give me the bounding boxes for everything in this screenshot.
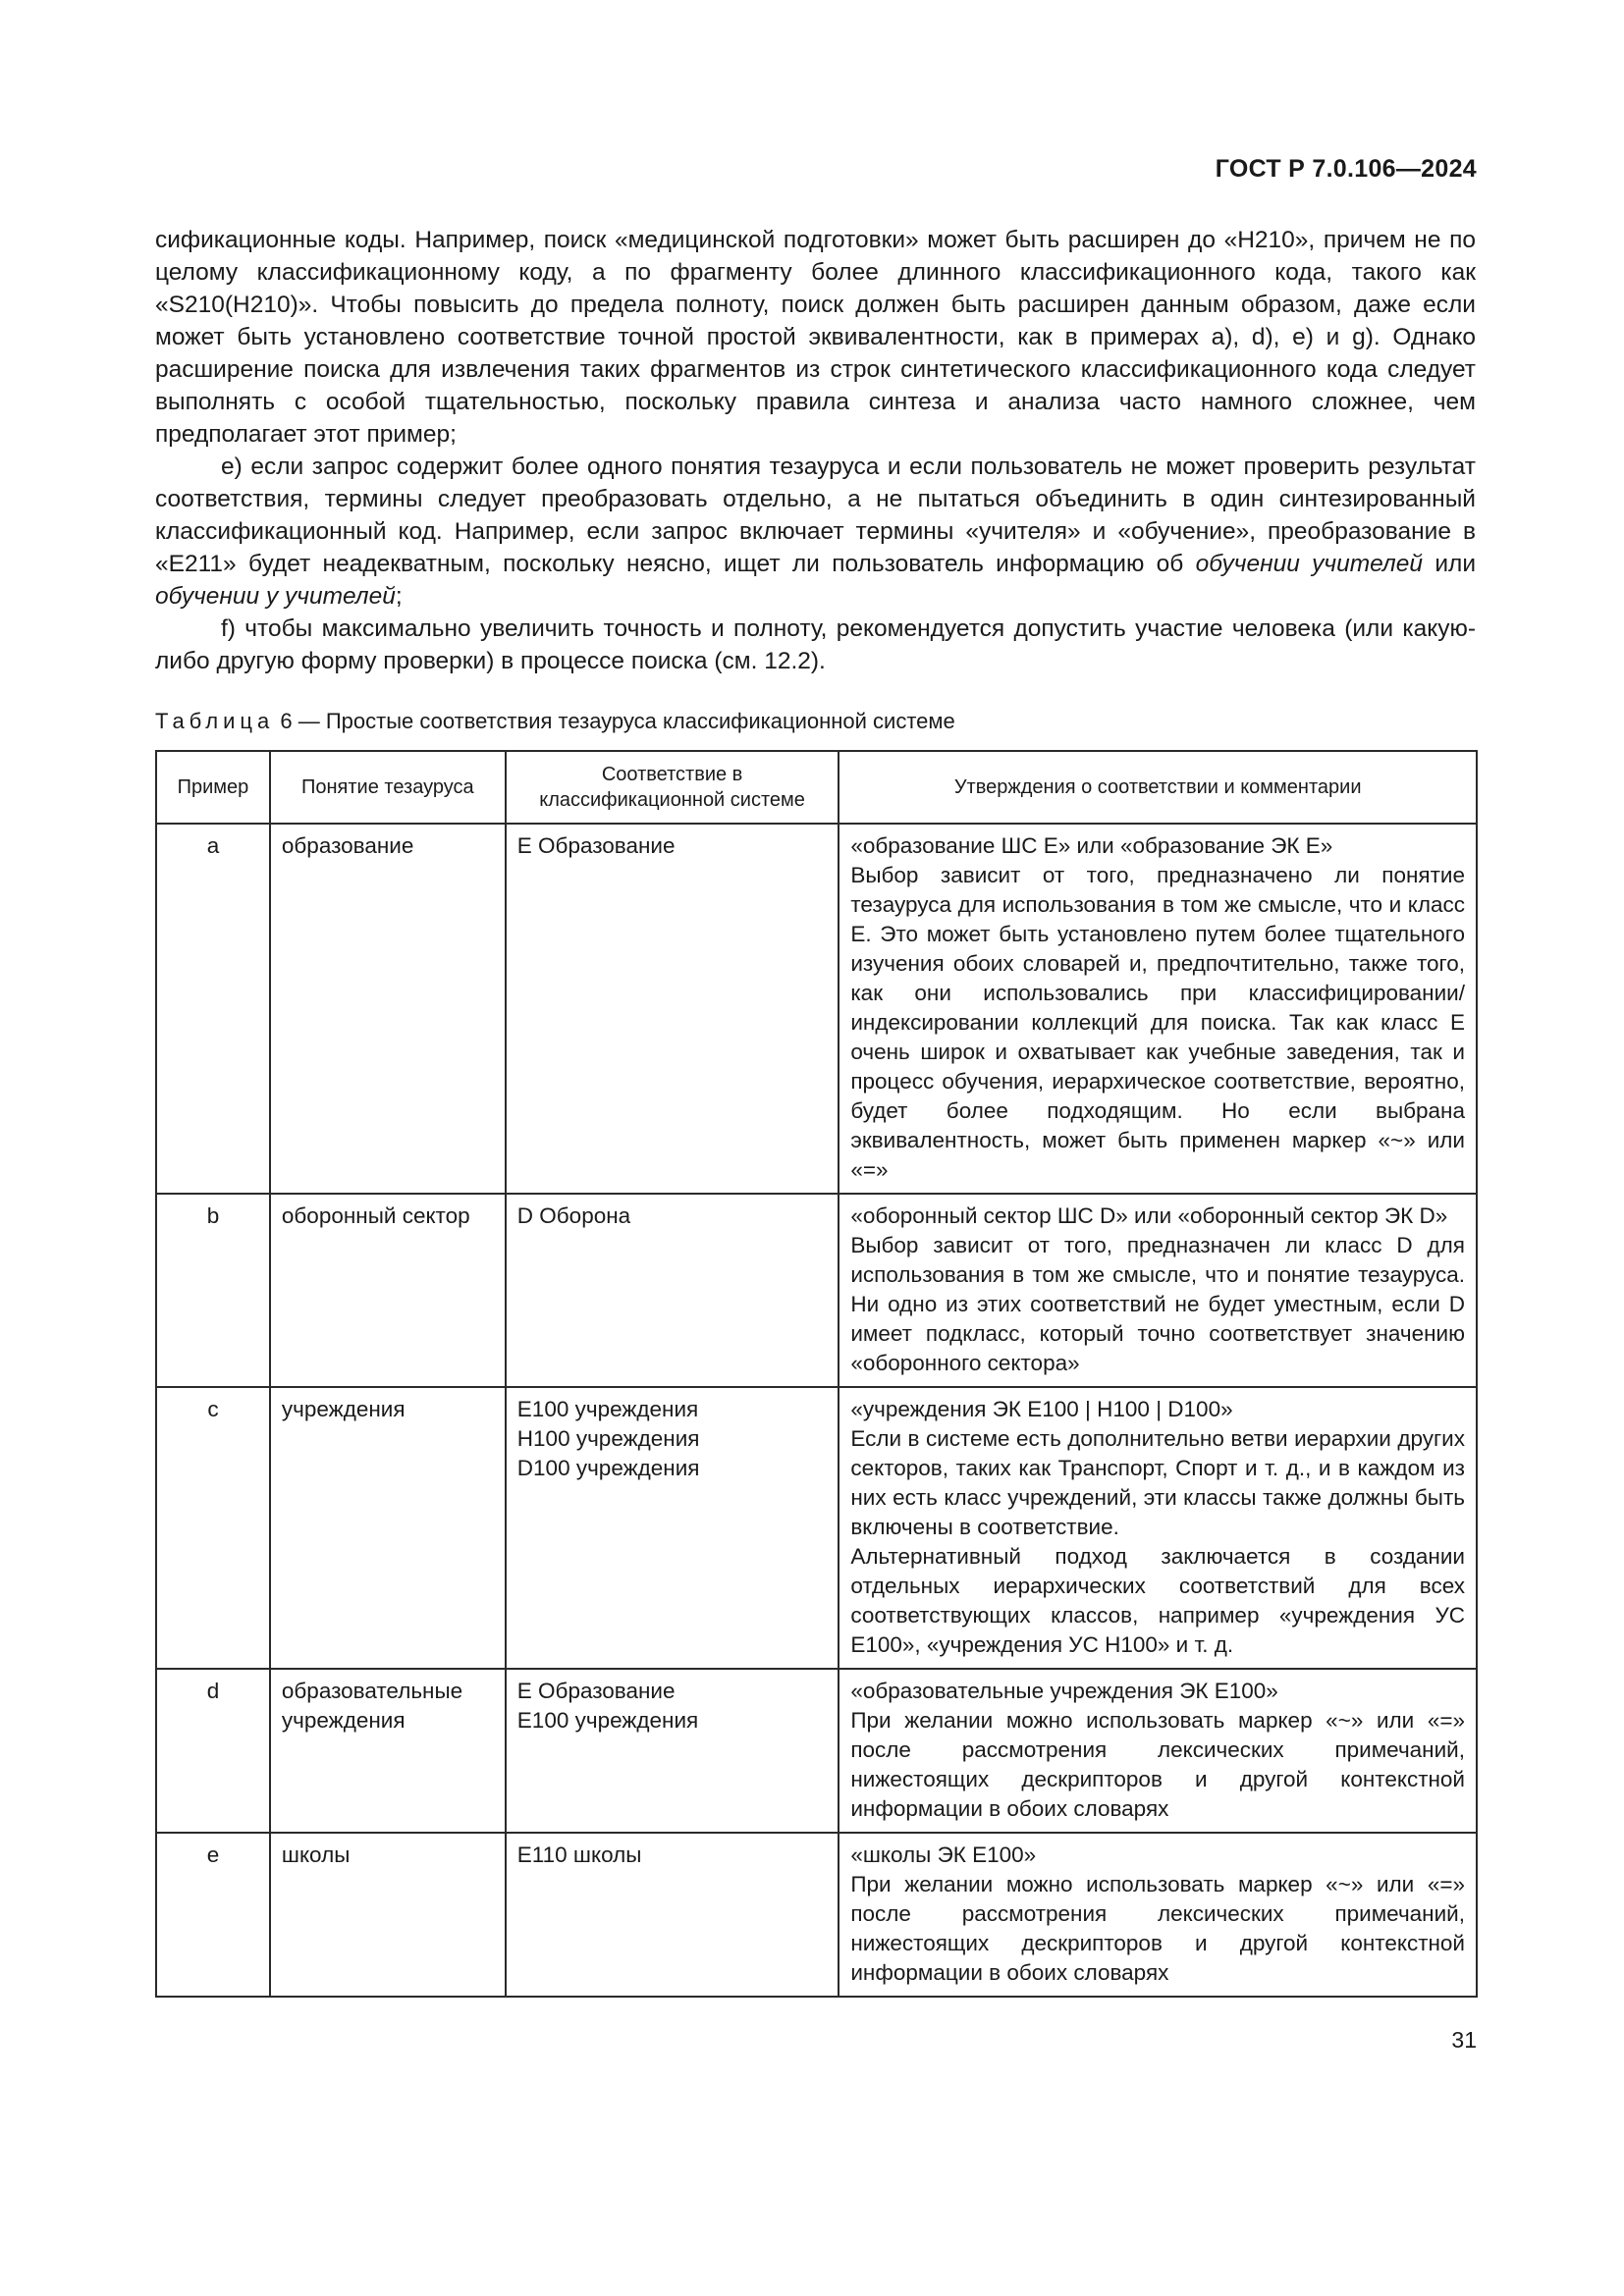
mapping-cell: E Образование E100 учреждения	[506, 1669, 839, 1833]
concept-cell: учреждения	[270, 1387, 506, 1669]
comment-cell: «школы ЭК E100» При желании можно использовать маркер «~» или «=» после рассмотрения лексических примечаний, нижестоящих дескрипторов и другой контекстной информации в обоих словарях	[839, 1833, 1477, 1997]
comment-cell: «образование ШС E» или «образование ЭК E» Выбор зависит от того, предназначено ли понятие тезауруса для использования в том же смысле, что и класс E. Это может быть установлено путем более тщательного изучения обоих словарей и, предпочтительно, также того, как они использовались при классифицировании/индексировании коллекций для поиска. Так как класс E очень широк и охватывает как учебные заведения, так и процесс обучения, иерархическое соответствие, вероятно, будет более подходящим. Но если выбрана эквивалентность, может быть применен маркер «~» или «=»	[839, 824, 1477, 1194]
page-number: 31	[1451, 2027, 1477, 2053]
mapping-cell: D Оборона	[506, 1194, 839, 1387]
table-row	[156, 1387, 1477, 1669]
mapping-cell: E100 учреждения H100 учреждения D100 учреждения	[506, 1387, 839, 1669]
table-header-row	[156, 751, 1477, 824]
mapping-cell: E Образование	[506, 824, 839, 1194]
concept-cell: оборонный сектор	[270, 1194, 506, 1387]
mapping-table	[155, 750, 1478, 1998]
header-mapping: Соответствие в классификационной системе	[506, 751, 839, 824]
emphasis-text: обучении учителей	[1195, 551, 1424, 577]
example-cell: e	[156, 1833, 270, 1997]
concept-cell: образовательные учреждения	[270, 1669, 506, 1833]
document-id: ГОСТ Р 7.0.106—2024	[1215, 155, 1477, 183]
mapping-cell: E110 школы	[506, 1833, 839, 1997]
example-cell: d	[156, 1669, 270, 1833]
header-comment: Утверждения о соответствии и комментарии	[839, 751, 1477, 824]
concept-cell: образование	[270, 824, 506, 1194]
concept-cell: школы	[270, 1833, 506, 1997]
paragraph-continuation: сификационные коды. Например, поиск «медицинской подготовки» может быть расширен до «H210», причем не по целому классификационному коду, а по фрагменту более длинного классификационного кода, такого как «S210(H210)». Чтобы повысить до предела полноту, поиск должен быть расширен данным образом, даже если может быть установлено соответствие точной простой эквивалентности, как в примерах a), d), e) и g). Однако расширение поиска для извлечения таких фрагментов из строк синтетического классификационного кода следует выполнять с особой тщательностью, поскольку правила синтеза и анализа часто намного сложнее, чем предполагает этот пример;	[155, 227, 1476, 448]
comment-cell: «учреждения ЭК E100 | H100 | D100» Если в системе есть дополнительно ветви иерархии других секторов, таких как Транспорт, Спорт и т. д., и в каждом из них есть класс учреждений, эти классы также должны быть включены в соответствие. Альтернативный подход заключается в создании отдельных иерархических соответствий для всех соответствующих классов, например «учреждения УС E100», «учреждения УС H100» и т. д.	[839, 1387, 1477, 1669]
comment-cell: «образовательные учреждения ЭК E100» При желании можно использовать маркер «~» или «=» после рассмотрения лексических примечаний, нижестоящих дескрипторов и другой контекстной информации в обоих словарях	[839, 1669, 1477, 1833]
table-row	[156, 824, 1477, 1194]
header-example: Пример	[156, 751, 270, 824]
emphasis-text: обучении у учителей	[155, 583, 396, 610]
table-row	[156, 1669, 1477, 1833]
example-cell: a	[156, 824, 270, 1194]
table-row	[156, 1833, 1477, 1997]
body-text	[155, 224, 1476, 677]
paragraph-item-e: e) если запрос содержит более одного понятия тезауруса и если пользователь не может проверить результат соответствия, термины следует преобразовать отдельно, а не пытаться объединить в один синтезированный классификационный код. Например, если запрос включает термины «учителя» и «обучение», преобразование в «E211» будет неадекватным, поскольку неясно, ищет ли пользователь информацию об обучении учителей или обучении у учителей;	[155, 454, 1477, 610]
example-cell: c	[156, 1387, 270, 1669]
table-caption: Таблица 6 — Простые соответствия тезауруса классификационной системе	[155, 709, 955, 733]
table-row	[156, 1194, 1477, 1387]
comment-cell: «оборонный сектор ШС D» или «оборонный сектор ЭК D» Выбор зависит от того, предназначен ли класс D для использования в том же смысле, что и понятие тезауруса. Ни одно из этих соответствий не будет уместным, если D имеет подкласс, который точно соответствует значению «оборонного сектора»	[839, 1194, 1477, 1387]
header-concept: Понятие тезауруса	[270, 751, 506, 824]
example-cell: b	[156, 1194, 270, 1387]
paragraph-item-f: f) чтобы максимально увеличить точность и полноту, рекомендуется допустить участие человека (или какую-либо другую форму проверки) в процессе поиска (см. 12.2).	[155, 615, 1476, 674]
